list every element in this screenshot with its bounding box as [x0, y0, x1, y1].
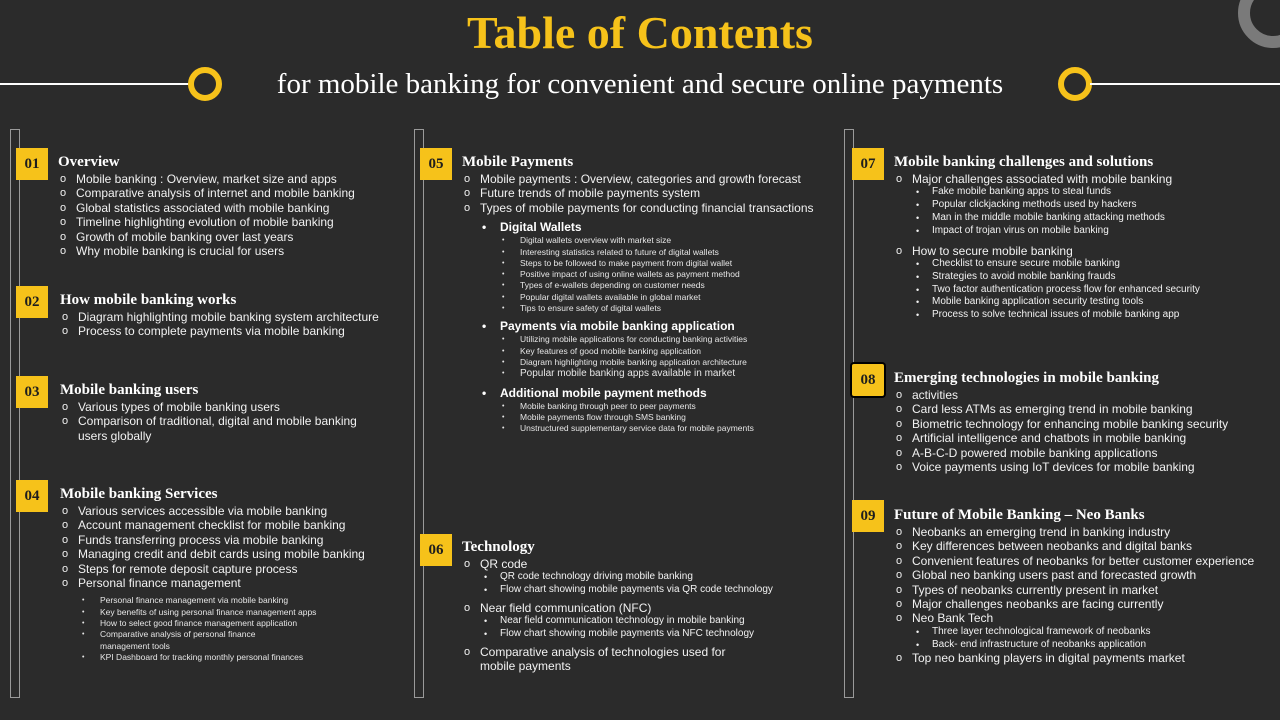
circle-bullet-icon: o	[60, 230, 67, 243]
section-challenges-and-solutions	[894, 153, 1274, 326]
circle-bullet-icon: o	[464, 187, 471, 200]
circle-bullet-icon: o	[896, 389, 903, 401]
list-item: • Near field communication technology in mobile banking	[484, 615, 745, 627]
list-item: o Mobile banking : Overview, market size and apps	[60, 172, 337, 186]
dot-bullet-icon: •	[82, 597, 85, 605]
circle-bullet-icon: o	[464, 201, 471, 214]
list-item: o How to secure mobile banking • Checklist to ensure secure mobile banking • Strategies to avoid mobile banking frauds • Two factor authentication process flow for enhanced security • Mobile banking application security testing tools • Process to solve technical issues of mobile banking app	[894, 244, 1274, 322]
list-item: o Artificial intelligence and chatbots in mobile banking	[896, 431, 1187, 446]
column-divider-1	[10, 129, 20, 698]
section-title: Mobile banking challenges and solutions	[894, 154, 1154, 170]
section-mobile-banking-services	[60, 485, 400, 663]
ring-right-icon	[1058, 67, 1092, 101]
list-item: o activities	[896, 388, 959, 402]
circle-bullet-icon: o	[896, 244, 903, 257]
list-item: • Key benefits of using personal finance management apps	[82, 606, 317, 617]
circle-bullet-icon: o	[62, 415, 69, 428]
list-item: o Key differences between neobanks and digital banks	[896, 539, 1192, 554]
list-item: o Major challenges neobanks are facing currently	[896, 597, 1164, 612]
list-item: o Global statistics associated with mobile banking	[60, 200, 330, 215]
circle-bullet-icon: o	[62, 562, 69, 575]
list-item: • Two factor authentication process flow for enhanced security	[916, 283, 1200, 295]
circle-bullet-icon: o	[62, 519, 69, 532]
list-item: • Positive impact of using online wallets as payment method	[502, 269, 740, 280]
list-item: o Neobanks an emerging trend in banking industry	[896, 525, 1171, 539]
list-item: o Comparison of traditional, digital and mobile banking users globally	[62, 414, 357, 443]
circle-bullet-icon: o	[896, 417, 903, 430]
section-number-07: 07	[852, 148, 884, 180]
dot-bullet-icon: •	[502, 305, 505, 312]
section-title: Future of Mobile Banking – Neo Banks	[894, 507, 1145, 523]
group-digital-wallets: • Digital Wallets • Digital wallets overview with market size • Interesting statistics related to future of digital wallets • Steps to be followed to make payment from digital wallet • Positive impact of using online wallets as payment method • Types of e-wallets depending on customer needs • Popular digital wallets available in global market • Tips to ensure safety of digital wallets	[478, 220, 832, 314]
list-item: • Popular clickjacking methods used by hackers	[916, 199, 1137, 211]
list-item: o Convenient features of neobanks for better customer experience	[896, 553, 1255, 568]
dot-bullet-icon: •	[916, 271, 920, 282]
list-item: o Future trends of mobile payments system	[464, 186, 701, 201]
list-item: o Biometric technology for enhancing mobile banking security	[896, 416, 1229, 431]
list-item: • Strategies to avoid mobile banking frauds	[916, 270, 1116, 282]
circle-bullet-icon: o	[464, 602, 471, 614]
section-overview	[58, 153, 398, 258]
list-item: o Card less ATMs as emerging trend in mobile banking	[896, 402, 1193, 417]
dot-bullet-icon: •	[916, 187, 920, 198]
dot-bullet-icon: •	[502, 413, 505, 421]
list-item: o Global neo banking users past and forecasted growth	[896, 568, 1197, 583]
list-item: o Types of mobile payments for conducting financial transactions	[464, 200, 814, 215]
dot-bullet-icon: •	[502, 358, 505, 366]
group-additional-methods: • Additional mobile payment methods • Mobile banking through peer to peer payments • Mobile payments flow through SMS banking • Unstructured supplementary service data for mobile payments	[478, 386, 832, 435]
section-title: Emerging technologies in mobile banking	[894, 370, 1160, 386]
dot-bullet-icon: •	[916, 310, 920, 321]
dot-bullet-icon: •	[82, 653, 85, 661]
section-number-03: 03	[16, 376, 48, 408]
section-title: Mobile banking users	[60, 382, 199, 398]
dot-bullet-icon: •	[82, 608, 85, 616]
dot-bullet-icon: •	[916, 284, 920, 295]
list-item: • Interesting statistics related to future of digital wallets	[502, 246, 719, 257]
list-item: o Growth of mobile banking over last years	[60, 229, 294, 244]
dot-bullet-icon: •	[916, 213, 920, 223]
section-number-04: 04	[16, 480, 48, 512]
list-item: • Diagram highlighting mobile banking application architecture	[502, 356, 747, 367]
dot-bullet-icon: •	[916, 200, 920, 211]
dot-bullet-icon: •	[916, 626, 920, 637]
list-item: • Popular digital wallets available in global market	[502, 291, 701, 302]
circle-bullet-icon: o	[62, 577, 69, 590]
dot-bullet-icon: •	[916, 259, 920, 269]
list-item: • Types of e-wallets depending on customer needs	[502, 280, 705, 291]
list-item: o Various services accessible via mobile banking	[62, 504, 328, 518]
list-item: o Major challenges associated with mobile banking • Fake mobile banking apps to steal funds • Popular clickjacking methods used by hackers • Man in the middle mobile banking attacking methods • Impact of trojan virus on mobile banking	[894, 172, 1274, 238]
circle-bullet-icon: o	[62, 505, 69, 517]
list-item: • Three layer technological framework of neobanks	[916, 625, 1151, 637]
section-neo-banks	[894, 506, 1274, 666]
circle-bullet-icon: o	[896, 598, 903, 611]
dot-bullet-icon: •	[484, 572, 488, 583]
dot-bullet-icon: •	[502, 271, 505, 279]
list-item: o Near field communication (NFC) • Near field communication technology in mobile banking • Flow chart showing mobile payments via NFC technology	[462, 601, 832, 641]
section-title: Overview	[58, 154, 120, 170]
page-subtitle: for mobile banking for convenient and secure online payments	[276, 68, 1004, 100]
list-item: • Utilizing mobile applications for conducting banking activities	[502, 334, 748, 345]
section-number-01: 01	[16, 148, 48, 180]
section-mobile-payments	[462, 153, 832, 435]
list-item: • Impact of trojan virus on mobile banking	[916, 224, 1109, 236]
group-payments-via-app: • Payments via mobile banking application • Utilizing mobile applications for conducting banking activities • Key features of good mobile banking application • Diagram highlighting mobile banking application architecture • Popular mobile banking apps available in market	[478, 319, 832, 380]
section-technology	[462, 538, 832, 674]
list-item: o Process to complete payments via mobile banking	[62, 324, 345, 339]
dot-bullet-icon: •	[502, 259, 505, 267]
section-title: How mobile banking works	[60, 292, 237, 308]
list-item: o Timeline highlighting evolution of mobile banking	[60, 215, 334, 230]
dot-bullet-icon: •	[484, 629, 488, 640]
list-item: • Process to solve technical issues of mobile banking app	[916, 309, 1180, 321]
header-line-right	[1090, 83, 1280, 85]
dot-bullet-icon: •	[502, 336, 505, 344]
page-title: Table of Contents	[467, 7, 813, 58]
section-how-mobile-banking-works	[60, 291, 405, 339]
list-item: • Comparative analysis of personal finance management tools	[82, 629, 256, 651]
dot-bullet-icon: •	[916, 297, 920, 308]
circle-bullet-icon: o	[60, 245, 67, 258]
list-item: o Managing credit and debit cards using mobile banking	[62, 547, 365, 562]
dot-bullet-icon: •	[482, 319, 487, 334]
list-item: o Voice payments using IoT devices for mobile banking	[896, 460, 1195, 475]
column-divider-3	[844, 129, 854, 698]
circle-bullet-icon: o	[62, 311, 69, 323]
circle-bullet-icon: o	[62, 401, 69, 413]
section-number-08: 08	[852, 364, 884, 396]
section-number-06: 06	[420, 534, 452, 566]
circle-bullet-icon: o	[896, 403, 903, 416]
list-item: o Account management checklist for mobile banking	[62, 518, 346, 533]
dot-bullet-icon: •	[484, 585, 488, 596]
circle-bullet-icon: o	[62, 325, 69, 338]
list-item: • Popular mobile banking apps available in market	[502, 368, 736, 380]
circle-bullet-icon: o	[896, 652, 903, 665]
dot-bullet-icon: •	[502, 402, 505, 410]
circle-bullet-icon: o	[896, 526, 903, 538]
circle-bullet-icon: o	[62, 533, 69, 546]
section-number-09: 09	[852, 500, 884, 532]
dot-bullet-icon: •	[916, 639, 920, 650]
list-item: • Man in the middle mobile banking attacking methods	[916, 212, 1165, 223]
list-item: o A-B-C-D powered mobile banking applications	[896, 445, 1158, 460]
circle-bullet-icon: o	[896, 569, 903, 582]
section-title: Mobile Payments	[462, 154, 574, 170]
circle-bullet-icon: o	[464, 558, 471, 570]
list-item: • KPI Dashboard for tracking monthly personal finances	[82, 651, 304, 662]
circle-bullet-icon: o	[62, 548, 69, 561]
circle-bullet-icon: o	[896, 173, 903, 185]
circle-bullet-icon: o	[896, 540, 903, 553]
column-divider-2	[414, 129, 424, 698]
list-item: o QR code • QR code technology driving mobile banking • Flow chart showing mobile payments via QR code technology	[462, 557, 832, 597]
dot-bullet-icon: •	[916, 225, 920, 236]
dot-bullet-icon: •	[502, 370, 505, 378]
circle-bullet-icon: o	[896, 612, 903, 625]
list-item: • Mobile payments flow through SMS banking	[502, 411, 686, 422]
section-mobile-banking-users	[60, 381, 380, 443]
list-item: • Personal finance management via mobile banking	[82, 595, 289, 606]
list-item: • Mobile banking application security testing tools	[916, 296, 1144, 308]
section-number-02: 02	[16, 286, 48, 318]
list-item: o Various types of mobile banking users	[62, 400, 280, 414]
list-item: • Digital wallets overview with market size	[502, 235, 672, 246]
list-item: • Fake mobile banking apps to steal funds	[916, 186, 1111, 198]
list-item: o Steps for remote deposit capture process	[62, 561, 298, 576]
list-item: • Key features of good mobile banking application	[502, 345, 701, 356]
circle-bullet-icon: o	[896, 461, 903, 474]
dot-bullet-icon: •	[502, 347, 505, 355]
circle-bullet-icon: o	[896, 583, 903, 596]
section-emerging-technologies	[894, 369, 1274, 474]
dot-bullet-icon: •	[502, 248, 505, 256]
list-item: • Flow chart showing mobile payments via NFC technology	[484, 628, 754, 640]
list-item: o Comparative analysis of internet and mobile banking	[60, 186, 355, 201]
dot-bullet-icon: •	[82, 620, 85, 628]
list-item: o Types of neobanks currently present in market	[896, 582, 1159, 597]
circle-bullet-icon: o	[464, 173, 471, 185]
list-item: • Back- end infrastructure of neobanks application	[916, 638, 1147, 650]
list-item: o Top neo banking players in digital payments market	[896, 651, 1185, 666]
section-title: Technology	[462, 539, 535, 555]
dot-bullet-icon: •	[82, 631, 85, 639]
dot-bullet-icon: •	[502, 237, 505, 245]
list-item: o Mobile payments : Overview, categories and growth forecast	[464, 172, 801, 186]
section-title: Mobile banking Services	[60, 486, 218, 502]
section-number-05: 05	[420, 148, 452, 180]
list-item: o Diagram highlighting mobile banking system architecture	[62, 310, 379, 324]
list-item: o Why mobile banking is crucial for users	[60, 244, 285, 259]
list-item: • Unstructured supplementary service data for mobile payments	[502, 423, 754, 434]
list-item: o Funds transferring process via mobile banking	[62, 532, 324, 547]
list-item: o Comparative analysis of technologies used for mobile payments	[464, 645, 726, 674]
list-item: • Flow chart showing mobile payments via QR code technology	[484, 584, 773, 596]
list-item: • Steps to be followed to make payment from digital wallet	[502, 257, 733, 268]
list-item: o Personal finance management	[62, 576, 241, 591]
circle-bullet-icon: o	[464, 646, 471, 658]
circle-bullet-icon: o	[896, 446, 903, 459]
dot-bullet-icon: •	[482, 385, 487, 400]
list-item: • How to select good finance management application	[82, 618, 298, 629]
dot-bullet-icon: •	[482, 220, 487, 235]
circle-bullet-icon: o	[60, 201, 67, 214]
circle-bullet-icon: o	[60, 216, 67, 229]
list-item: • QR code technology driving mobile banking	[484, 571, 693, 583]
dot-bullet-icon: •	[484, 616, 488, 627]
list-item: o Neo Bank Tech • Three layer technological framework of neobanks • Back- end infrastructure of neobanks application	[894, 611, 1274, 651]
circle-bullet-icon: o	[60, 187, 67, 200]
circle-bullet-icon: o	[896, 432, 903, 445]
list-item: • Mobile banking through peer to peer payments	[502, 400, 696, 411]
list-item: • Tips to ensure safety of digital wallets	[502, 303, 661, 313]
dot-bullet-icon: •	[502, 282, 505, 290]
dot-bullet-icon: •	[502, 425, 505, 433]
circle-bullet-icon: o	[60, 173, 67, 185]
list-item: • Checklist to ensure secure mobile banking	[916, 258, 1120, 269]
circle-bullet-icon: o	[896, 554, 903, 567]
dot-bullet-icon: •	[502, 293, 505, 301]
